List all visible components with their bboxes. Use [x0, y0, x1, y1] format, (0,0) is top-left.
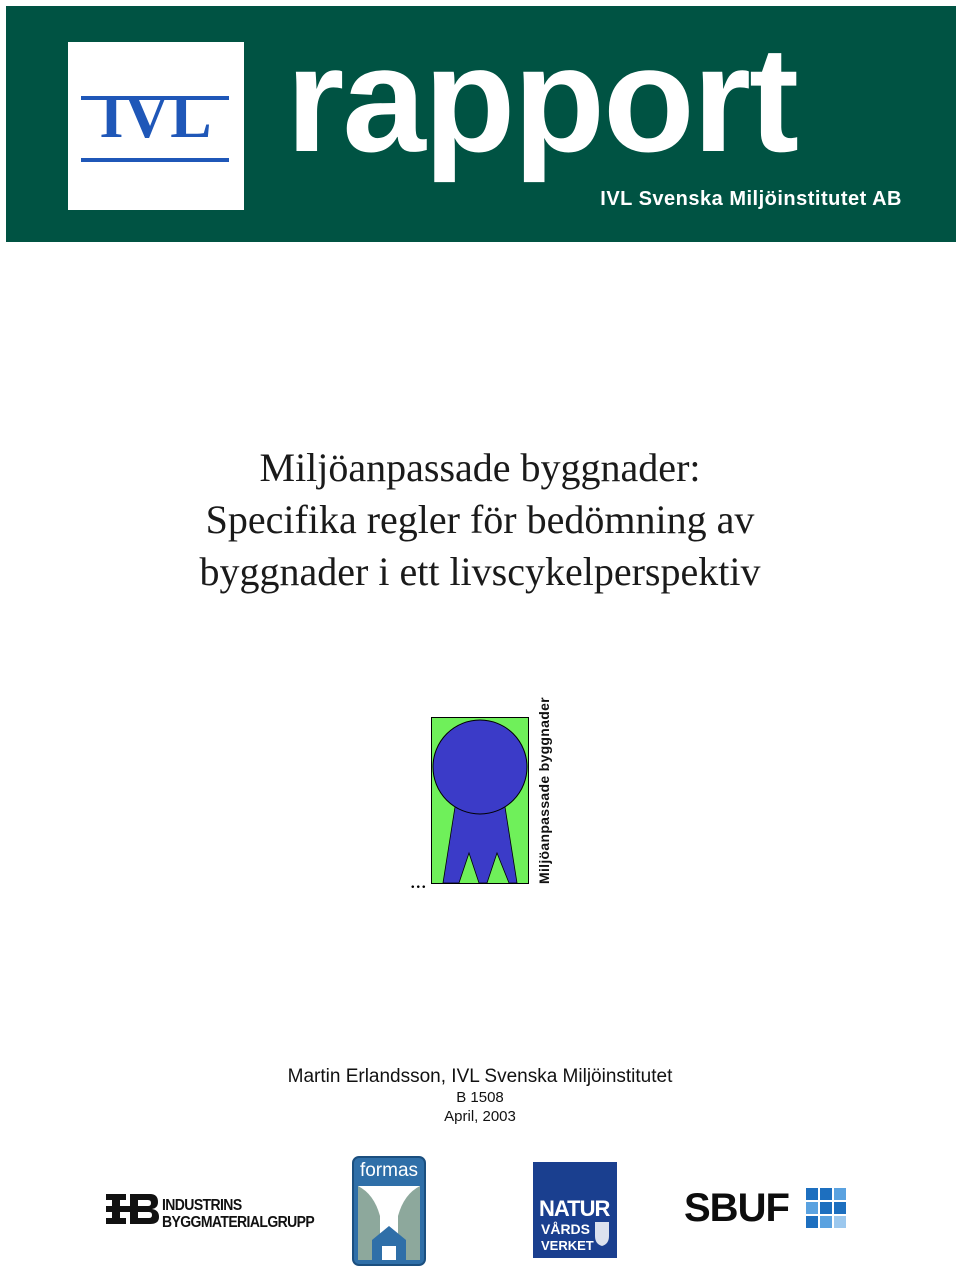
badge-label: Miljöanpassade byggnader: [536, 697, 552, 884]
ibg-logo-icon: [106, 1192, 160, 1226]
report-title-line-1: Miljöanpassade byggnader:: [259, 445, 701, 490]
author-line: Martin Erlandsson, IVL Svenska Miljöinstitutet: [287, 1066, 673, 1087]
ibg-line-1: INDUSTRINS: [162, 1194, 242, 1214]
report-number: B 1508: [456, 1089, 504, 1106]
organization-name: IVL Svenska Miljöinstitutet AB: [600, 188, 902, 210]
medal-badge-icon: [431, 717, 529, 884]
author-block: [0, 1066, 960, 1126]
sbuf-grid-icon: [806, 1188, 850, 1228]
sbuf-logo-text: SBUF: [684, 1186, 789, 1230]
naturvardsverket-line-1: NATUR: [539, 1196, 610, 1221]
formas-logo-text: formas: [359, 1160, 419, 1181]
naturvardsverket-line-2: VÅRDS: [541, 1221, 591, 1237]
ibg-line-2: BYGGMATERIALGRUPP: [162, 1212, 315, 1231]
report-header-banner: [6, 6, 956, 242]
ibg-logo-text: [162, 1196, 314, 1231]
ivl-logo: [68, 42, 244, 210]
report-title: [0, 442, 960, 598]
report-type-title: rapport: [286, 15, 797, 183]
naturvardsverket-line-3: VERKET: [541, 1238, 594, 1253]
badge-ellipsis: ...: [410, 868, 427, 893]
report-title-line-2: Specifika regler för bedömning av: [205, 497, 755, 542]
report-title-line-3: byggnader i ett livscykelperspektiv: [199, 549, 761, 594]
ivl-logo-bottom-rule: [81, 158, 229, 162]
publication-date: April, 2003: [444, 1108, 516, 1125]
ivl-logo-text: IVL: [99, 83, 213, 151]
